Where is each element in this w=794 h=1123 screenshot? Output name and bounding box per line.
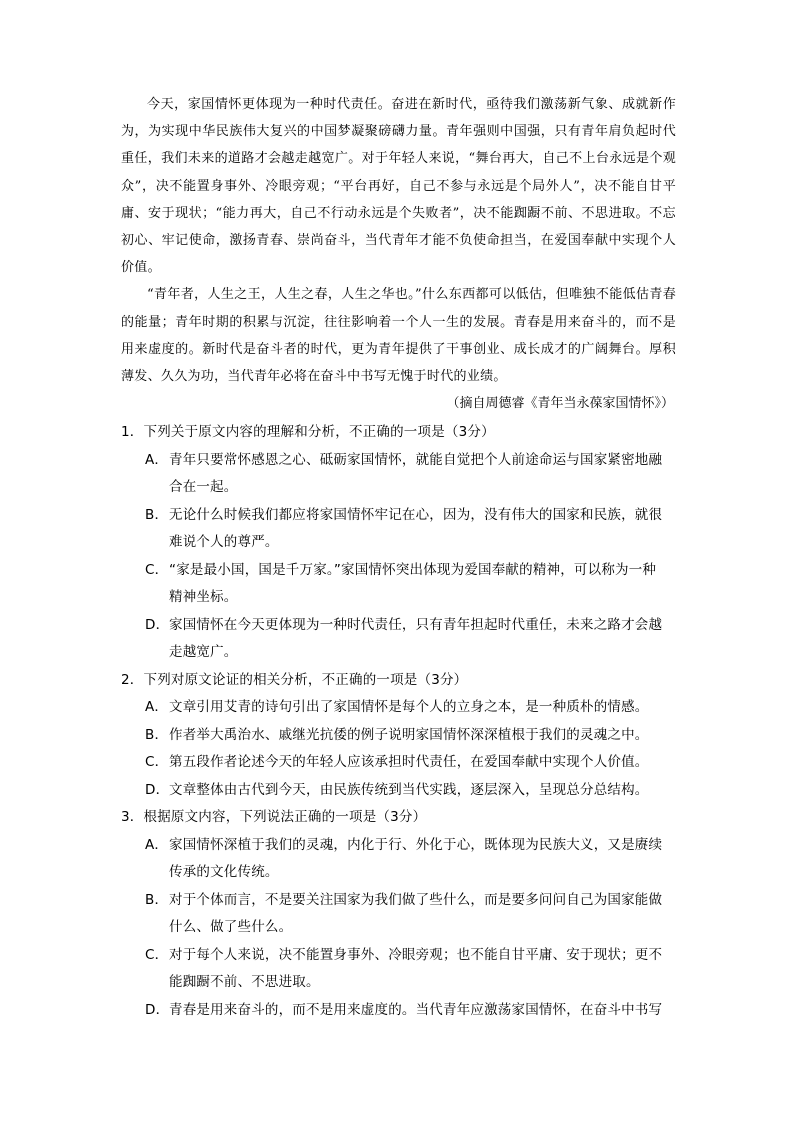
option-letter: A． [145, 836, 169, 853]
option-letter: B． [145, 891, 169, 908]
passage-source: （摘自周德睿《青年当永葆家国情怀》） [446, 396, 674, 411]
option-text-continued: 什么、做了些什么。 [169, 919, 293, 935]
option-text: 家国情怀在今天更体现为一种时代责任，只有青年担起时代重任，未来之路才会越 [169, 616, 663, 633]
option-letter: C． [145, 946, 169, 963]
option-a [121, 694, 681, 722]
option-letter: C． [145, 561, 169, 578]
option-text: 青年只要常怀感恩之心、砥砺家国情怀，就能自觉把个人前途命运与国家紧密地融 [169, 451, 663, 468]
question-stem: 3．根据原文内容，下列说法正确的一项是（3分） [121, 809, 427, 825]
option-text-continued: 传承的文化传统。 [169, 864, 279, 880]
question-1 [121, 419, 681, 667]
question-2 [121, 667, 681, 805]
option-text-continued: 能踟蹰不前、不思进取。 [169, 974, 320, 990]
reading-passage [121, 91, 676, 390]
option-text: “家是最小国，国是千万家。”家国情怀突出体现为爱国奉献的精神，可以称为一种 [169, 561, 657, 578]
option-a [121, 832, 681, 887]
option-d [121, 612, 681, 667]
option-text-continued: 难说个人的尊严。 [169, 534, 279, 550]
option-text: 无论什么时候我们都应将家国情怀牢记在心，因为，没有伟大的国家和民族，就很 [169, 506, 663, 523]
option-letter: A． [145, 699, 169, 715]
option-a [121, 447, 681, 502]
question-stem: 2．下列对原文论证的相关分析，不正确的一项是（3分） [121, 671, 468, 688]
option-d [121, 997, 681, 1025]
passage-paragraph-1: 今天，家国情怀更体现为一种时代责任。奋进在新时代，亟待我们激荡新气象、成就新作为，为实现中华民族伟大复兴的中国梦凝聚磅礴力量。青年强则中国强，只有青年肩负起时代重任，我们未来的道路才会越走越宽广。对于年轻人来说，“舞台再大，自己不上台永远是个观众”，决不能置身事外、冷眼旁观；“平台再好，自己不参与永远是个局外人”，决不能自甘平庸、安于现状；“能力再大，自己不行动永远是个失败者”，决不能踟蹰不前、不思进取。不忘初心、牢记使命，激扬青春、崇尚奋斗，当代青年才能不负使命担当，在爱国奉献中实现个人价值。 [121, 97, 676, 276]
question-3 [121, 804, 681, 1024]
option-letter: C． [145, 754, 169, 770]
option-b [121, 502, 681, 557]
question-list [121, 419, 681, 1024]
question-stem: 1．下列关于原文内容的理解和分析，不正确的一项是（3分） [121, 424, 495, 440]
option-d [121, 777, 681, 805]
option-text-continued: 合在一起。 [169, 479, 238, 495]
option-text: 文章引用艾青的诗句引出了家国情怀是每个人的立身之本，是一种质朴的情感。 [169, 699, 649, 715]
option-c [121, 749, 681, 777]
option-letter: D． [145, 616, 170, 633]
option-text-continued: 走越宽广。 [169, 644, 238, 660]
passage-paragraph-2: “青年者，人生之王，人生之春，人生之华也。”什么东西都可以低估，但唯独不能低估青春的能量；青年时期的积累与沉淀，往往影响着一个人一生的发展。青春是用来奋斗的，而不是用来虚度的。新时代是奋斗者的时代，更为青年提供了干事创业、成长成才的广阔舞台。厚积薄发、久久为功，当代青年必将在奋斗中书写无愧于时代的业绩。 [121, 287, 676, 385]
option-c [121, 942, 681, 997]
option-letter: B． [145, 726, 169, 743]
option-text: 家国情怀深植于我们的灵魂，内化于行、外化于心，既体现为民族大义，又是赓续 [169, 836, 663, 853]
option-text: 文章整体由古代到今天，由民族传统到当代实践，逐层深入，呈现总分总结构。 [169, 781, 649, 798]
option-letter: D． [145, 781, 170, 798]
option-b [121, 887, 681, 942]
option-text: 对于个体而言，不是要关注国家为我们做了些什么，而是要多问问自己为国家能做 [169, 891, 663, 908]
option-c [121, 557, 681, 612]
option-text: 第五段作者论述今天的年轻人应该承担时代责任，在爱国奉献中实现个人价值。 [169, 754, 649, 770]
option-b [121, 722, 681, 750]
option-letter: B． [145, 506, 169, 523]
option-letter: D． [145, 1001, 170, 1018]
option-text: 作者举大禹治水、戚继光抗倭的例子说明家国情怀深深植根于我们的灵魂之中。 [169, 726, 649, 743]
option-text: 青春是用来奋斗的，而不是用来虚度的。当代青年应激荡家国情怀，在奋斗中书写 [169, 1001, 663, 1018]
option-text: 对于每个人来说，决不能置身事外、冷眼旁观；也不能自甘平庸、安于现状；更不 [169, 946, 663, 963]
option-letter: A． [145, 451, 169, 468]
option-text-continued: 精神坐标。 [169, 589, 238, 605]
